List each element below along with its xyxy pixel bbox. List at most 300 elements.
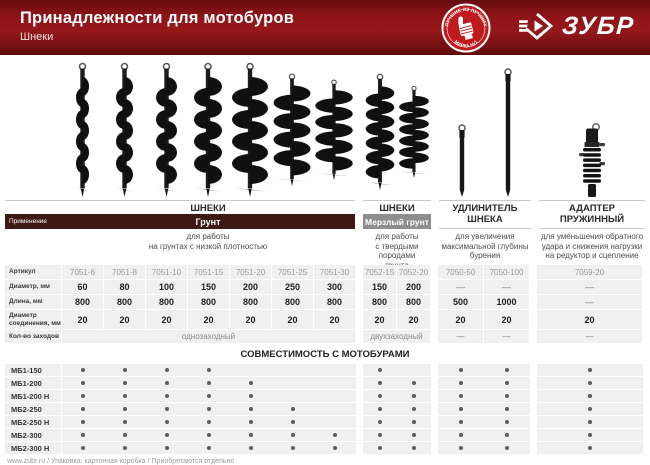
compat-slot — [438, 403, 484, 415]
spec-cell-span: двухзаходный — [363, 330, 430, 343]
compat-dot — [249, 446, 253, 450]
badge-bottom-text: МАРКА №1 — [452, 39, 480, 50]
brand-logo — [519, 11, 634, 41]
compat-slot — [62, 390, 104, 402]
compat-dot — [165, 394, 169, 398]
description-line: удара и снижения нагрузки — [541, 241, 643, 251]
compat-dot — [291, 407, 295, 411]
spec-cell: 200 — [230, 280, 271, 294]
compat-slot — [188, 403, 230, 415]
motodrill-model-label: МБ2-250 Н — [5, 416, 61, 428]
compat-dot — [588, 420, 592, 424]
compat-group-block — [537, 390, 643, 402]
compat-dot — [291, 446, 295, 450]
zubr-arrow-icon — [519, 11, 555, 41]
auger-image — [271, 62, 313, 198]
description-line: для увеличения — [455, 232, 515, 241]
quality-badge-icon — [440, 2, 492, 54]
compat-group-block — [363, 442, 431, 454]
compat-dot — [81, 446, 85, 450]
spec-cell: 7051-20 — [230, 265, 271, 279]
compat-slot — [104, 416, 146, 428]
spec-cell: 7051-15 — [188, 265, 229, 279]
group-gap — [530, 280, 537, 294]
compat-slot — [438, 364, 484, 376]
auger-image — [363, 66, 397, 198]
compat-slot — [438, 442, 484, 454]
compat-group-block — [537, 364, 643, 376]
spec-cell: 20 — [537, 310, 642, 329]
compat-group-block — [438, 416, 530, 428]
group-header: АДАПТЕР — [539, 200, 645, 213]
compat-dot — [207, 446, 211, 450]
compat-dot — [207, 420, 211, 424]
group-gap — [356, 416, 363, 428]
spec-row-connection — [5, 310, 645, 329]
compat-slot — [230, 416, 272, 428]
compat-slot — [62, 377, 104, 389]
group-gap — [431, 390, 438, 402]
compat-row — [5, 429, 645, 441]
group-gap — [356, 310, 363, 329]
compat-slot — [484, 364, 530, 376]
badge-top-text: ЛУЧШИЕ ИЗ ЛУЧШИХ — [445, 7, 487, 28]
group-gap — [431, 429, 438, 441]
compat-slot — [62, 442, 104, 454]
compat-slot — [62, 429, 104, 441]
compat-dot — [207, 394, 211, 398]
compat-dot — [81, 407, 85, 411]
compat-dot — [123, 394, 127, 398]
spec-cell: 800 — [363, 295, 396, 309]
compat-slot — [363, 364, 397, 376]
extension-rod-image — [502, 68, 514, 198]
compat-slot — [146, 377, 188, 389]
group-gap — [431, 377, 438, 389]
extension-rod-image — [456, 124, 468, 198]
compat-dot — [412, 433, 416, 437]
compat-slot — [272, 442, 314, 454]
compat-dot — [81, 433, 85, 437]
spec-row-label: Диаметр соединения, мм — [5, 310, 61, 329]
spec-cell: 800 — [397, 295, 430, 309]
catalog — [5, 55, 645, 465]
compat-slot — [104, 442, 146, 454]
spec-cell: 800 — [104, 295, 145, 309]
page-title: Принадлежности для мотобуров — [20, 9, 295, 27]
compat-slot — [484, 429, 530, 441]
spec-row-label: Кол-во заходов — [5, 330, 61, 343]
compat-dot — [588, 433, 592, 437]
compat-group-block — [537, 403, 643, 415]
spec-cell: 20 — [104, 310, 145, 329]
compat-dot — [459, 433, 463, 437]
compat-slot — [438, 390, 484, 402]
group-gap — [530, 310, 537, 329]
compat-group-block — [363, 377, 431, 389]
compat-slot — [272, 377, 314, 389]
group-gap — [356, 295, 363, 309]
compat-group-block — [438, 442, 530, 454]
description-line: для работы — [186, 232, 230, 241]
product-image-cell — [397, 66, 431, 198]
group-gap — [356, 429, 363, 441]
compat-dot — [378, 420, 382, 424]
compat-row — [5, 377, 645, 389]
compat-slot — [537, 403, 643, 415]
compat-slot — [314, 377, 356, 389]
product-image-cell — [229, 62, 271, 198]
compat-dot — [459, 381, 463, 385]
compat-slot — [314, 429, 356, 441]
compat-dot — [378, 407, 382, 411]
compat-dot — [412, 394, 416, 398]
spec-cell: 20 — [146, 310, 187, 329]
spec-cell: 20 — [272, 310, 313, 329]
spec-cell: 7059-20 — [537, 265, 642, 279]
compat-slot — [484, 442, 530, 454]
compat-dot — [505, 433, 509, 437]
compat-group-block — [438, 390, 530, 402]
spec-cell: 20 — [438, 310, 483, 329]
group-gap — [431, 416, 438, 428]
compat-slot — [104, 377, 146, 389]
product-image-cell — [61, 62, 103, 198]
compat-slot — [363, 403, 397, 415]
compat-dot — [81, 381, 85, 385]
compat-row — [5, 416, 645, 428]
compat-dot — [165, 381, 169, 385]
compat-dot — [412, 446, 416, 450]
compat-slot — [537, 416, 643, 428]
spec-row-threads — [5, 330, 645, 343]
compat-dot — [123, 420, 127, 424]
compat-dot — [81, 394, 85, 398]
compat-dot — [249, 420, 253, 424]
group-gap — [356, 280, 363, 294]
section-header-row — [5, 200, 645, 213]
compat-dot — [123, 446, 127, 450]
compat-dot — [505, 420, 509, 424]
compat-group-block — [363, 416, 431, 428]
group-gap — [431, 200, 439, 213]
compat-dot — [588, 394, 592, 398]
compat-dot — [249, 394, 253, 398]
spec-cell-span: однозаходный — [62, 330, 355, 343]
spec-cell: 150 — [363, 280, 396, 294]
group-gap — [356, 364, 363, 376]
compat-slot — [104, 429, 146, 441]
compat-group-block — [438, 364, 530, 376]
compat-slot — [314, 416, 356, 428]
compat-slot — [272, 416, 314, 428]
spec-cell: 500 — [438, 295, 483, 309]
group-gap — [531, 231, 539, 263]
compat-slot — [188, 377, 230, 389]
spec-cell: 100 — [146, 280, 187, 294]
spec-cell: 20 — [188, 310, 229, 329]
compat-dot — [378, 381, 382, 385]
compat-slot — [314, 403, 356, 415]
description-line: бурения — [469, 251, 501, 260]
compat-slot — [146, 416, 188, 428]
compat-slot — [230, 377, 272, 389]
description-line: на грунтах с низкой плотностью — [148, 241, 268, 251]
compat-slot — [438, 429, 484, 441]
compat-slot — [230, 442, 272, 454]
product-image-cell — [187, 62, 229, 198]
auger-image — [113, 62, 136, 198]
compat-dot — [165, 420, 169, 424]
compat-slot — [537, 377, 643, 389]
compat-dot — [459, 394, 463, 398]
product-image-cell — [485, 68, 531, 198]
spec-cell: 7051-10 — [146, 265, 187, 279]
compat-group-block — [537, 429, 643, 441]
compat-dot — [249, 381, 253, 385]
application-bar — [5, 214, 355, 229]
group-gap — [355, 200, 363, 213]
compat-group-block — [537, 377, 643, 389]
compat-dot — [165, 407, 169, 411]
spec-cell: — — [484, 280, 529, 294]
compat-dot — [588, 407, 592, 411]
compat-dot — [249, 407, 253, 411]
compat-slot — [537, 364, 643, 376]
product-image-cell — [271, 62, 313, 198]
compat-slot — [363, 377, 397, 389]
spec-cell: 800 — [314, 295, 355, 309]
product-image-cell — [439, 124, 485, 198]
spec-cell: 20 — [62, 310, 103, 329]
spec-cell: 60 — [62, 280, 103, 294]
compat-slot — [397, 416, 431, 428]
compat-slot — [146, 442, 188, 454]
compat-slot — [484, 403, 530, 415]
compat-slot — [537, 429, 643, 441]
group-gap — [356, 330, 363, 343]
auger-image — [153, 62, 180, 198]
compat-dot — [378, 433, 382, 437]
group-gap — [530, 364, 537, 376]
spec-cell: — — [484, 330, 529, 343]
spec-cell: 1000 — [484, 295, 529, 309]
compat-slot — [146, 403, 188, 415]
compat-row — [5, 442, 645, 454]
compat-slot — [62, 364, 104, 376]
compat-group-block — [62, 416, 356, 428]
group-gap — [356, 403, 363, 415]
compat-group-block — [62, 403, 356, 415]
auger-image — [229, 62, 271, 198]
compat-group-block — [438, 403, 530, 415]
product-images-row — [5, 55, 645, 200]
compat-slot — [104, 364, 146, 376]
compat-slot — [230, 364, 272, 376]
group-header-line2: ПРУЖИННЫЙ — [539, 214, 645, 229]
spec-cell: 200 — [397, 280, 430, 294]
compat-group-block — [62, 390, 356, 402]
compat-dot — [588, 446, 592, 450]
compat-slot — [397, 429, 431, 441]
compat-dot — [459, 407, 463, 411]
compat-dot — [123, 368, 127, 372]
application-label: Применение — [9, 218, 48, 225]
compat-dot — [378, 368, 382, 372]
compat-dot — [291, 420, 295, 424]
compat-slot — [188, 429, 230, 441]
motodrill-model-label: МБ1-150 — [5, 364, 61, 376]
group-gap — [530, 377, 537, 389]
compat-dot — [123, 407, 127, 411]
compat-row — [5, 390, 645, 402]
compat-dot — [459, 368, 463, 372]
product-image-cell — [313, 62, 355, 198]
compat-group-block — [62, 364, 356, 376]
product-image-cell — [539, 122, 645, 198]
compat-slot — [363, 442, 397, 454]
compat-dot — [81, 420, 85, 424]
compat-dot — [81, 368, 85, 372]
compat-dot — [505, 446, 509, 450]
group-gap — [431, 403, 438, 415]
compat-row — [5, 403, 645, 415]
group-gap — [355, 231, 363, 263]
group-gap — [530, 390, 537, 402]
spec-cell: 7052-15 — [363, 265, 396, 279]
group-gap — [431, 442, 438, 454]
compat-slot — [272, 429, 314, 441]
compat-dot — [412, 381, 416, 385]
compat-group-block — [438, 377, 530, 389]
compat-dot — [505, 407, 509, 411]
group-gap — [531, 214, 539, 229]
group-gap — [356, 265, 363, 279]
page-footer: www.zubr.ru / Упаковка: картонная коробка / Приобретаются отдельно — [7, 458, 235, 465]
group-gap — [431, 214, 439, 229]
compat-dot — [459, 446, 463, 450]
compat-dot — [459, 420, 463, 424]
compat-slot — [537, 390, 643, 402]
group-gap — [356, 377, 363, 389]
compat-slot — [230, 403, 272, 415]
page-header — [0, 0, 650, 55]
auger-image — [191, 62, 225, 198]
group-gap — [530, 265, 537, 279]
compat-slot — [188, 416, 230, 428]
compat-slot — [146, 429, 188, 441]
spec-row-label: Артикул — [5, 265, 61, 279]
spec-cell: 20 — [363, 310, 396, 329]
compat-dot — [207, 433, 211, 437]
compat-slot — [397, 377, 431, 389]
compat-dot — [333, 433, 337, 437]
compat-group-block — [62, 377, 356, 389]
spec-cell: 250 — [272, 280, 313, 294]
group-description — [5, 231, 355, 263]
compat-dot — [249, 433, 253, 437]
group-gap — [356, 390, 363, 402]
spec-cell: 80 — [104, 280, 145, 294]
spec-cell: 150 — [188, 280, 229, 294]
compat-group-block — [438, 429, 530, 441]
auger-image — [397, 66, 431, 198]
spec-cell: 800 — [230, 295, 271, 309]
group-gap — [431, 280, 438, 294]
spec-cell: 20 — [314, 310, 355, 329]
quality-badge — [440, 2, 492, 59]
compat-dot — [291, 433, 295, 437]
compat-dot — [378, 446, 382, 450]
description-line: максимальной глубины — [441, 241, 529, 251]
spec-cell: 7051-25 — [272, 265, 313, 279]
compat-slot — [314, 364, 356, 376]
description-row — [5, 231, 645, 263]
compat-slot — [272, 403, 314, 415]
spring-adapter-image — [576, 122, 608, 198]
spec-row-label: Длина, мм — [5, 295, 61, 309]
compat-slot — [438, 416, 484, 428]
compat-dot — [123, 381, 127, 385]
compat-dot — [165, 446, 169, 450]
compat-slot — [188, 442, 230, 454]
spec-cell: 7050-50 — [438, 265, 483, 279]
group-gap — [431, 295, 438, 309]
compat-slot — [104, 403, 146, 415]
group-gap — [355, 214, 363, 229]
compat-slot — [397, 442, 431, 454]
description-line: для уменьшения обратного — [540, 232, 644, 241]
group-gap — [530, 429, 537, 441]
spec-cell: 7051-6 — [62, 265, 103, 279]
compat-group-block — [537, 416, 643, 428]
compat-dot — [207, 407, 211, 411]
compat-group-block — [363, 390, 431, 402]
spec-cell: 800 — [146, 295, 187, 309]
compat-dot — [505, 368, 509, 372]
compat-slot — [272, 390, 314, 402]
product-image-cell — [145, 62, 187, 198]
compat-slot — [62, 416, 104, 428]
spec-cell: 20 — [397, 310, 430, 329]
motodrill-model-label: МБ1-200 Н — [5, 390, 61, 402]
group-description — [539, 231, 645, 263]
spec-cell: 20 — [484, 310, 529, 329]
brand-text: ЗУБР — [560, 11, 636, 40]
compat-slot — [272, 364, 314, 376]
compat-dot — [588, 381, 592, 385]
compat-dot — [165, 433, 169, 437]
spec-cell: 800 — [272, 295, 313, 309]
group-gap — [530, 416, 537, 428]
compat-slot — [188, 364, 230, 376]
spec-cell-span: — — [537, 330, 642, 343]
compatibility-table — [5, 364, 645, 454]
compat-slot — [484, 377, 530, 389]
group-gap — [431, 231, 439, 263]
compat-group-block — [62, 442, 356, 454]
group-gap — [431, 364, 438, 376]
group-gap — [530, 295, 537, 309]
compat-slot — [230, 390, 272, 402]
motodrill-model-label: МБ2-250 — [5, 403, 61, 415]
compat-slot — [438, 377, 484, 389]
compat-slot — [104, 390, 146, 402]
compat-dot — [378, 394, 382, 398]
description-line: для работы — [375, 232, 419, 241]
spec-cell: 7051-8 — [104, 265, 145, 279]
compat-slot — [230, 429, 272, 441]
